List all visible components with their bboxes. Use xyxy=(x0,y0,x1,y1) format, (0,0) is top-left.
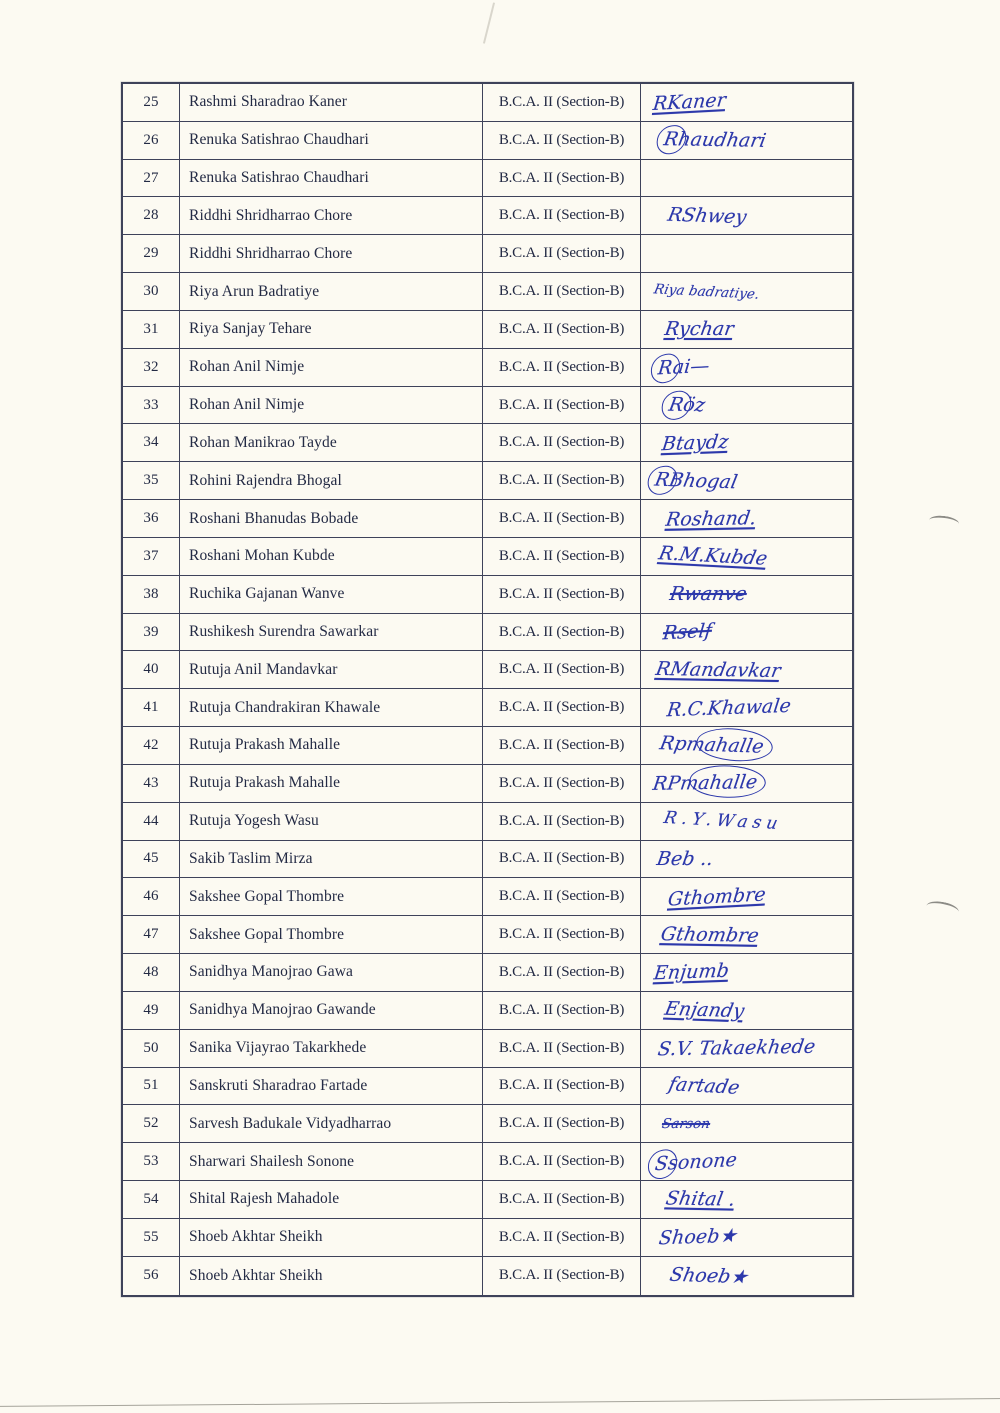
student-name-cell: Renuka Satishrao Chaudhari xyxy=(180,122,483,160)
signature-cell xyxy=(641,1219,852,1257)
course-cell: B.C.A. II (Section-B) xyxy=(483,349,641,387)
roll-number-cell: 54 xyxy=(123,1181,180,1219)
roll-number-cell: 49 xyxy=(123,992,180,1030)
course-cell: B.C.A. II (Section-B) xyxy=(483,197,641,235)
signature-cell xyxy=(641,954,852,992)
student-name-cell: Rutuja Yogesh Wasu xyxy=(180,803,483,841)
roll-number-cell: 25 xyxy=(123,84,180,122)
signature-cell xyxy=(641,651,852,689)
student-name-cell: Sharwari Shailesh Sonone xyxy=(180,1143,483,1181)
signature-ink: Rpmahalle xyxy=(657,732,766,759)
student-name-cell: Riddhi Shridharrao Chore xyxy=(180,197,483,235)
course-cell: B.C.A. II (Section-B) xyxy=(483,387,641,425)
roll-number-cell: 56 xyxy=(123,1257,180,1295)
roll-number-cell: 41 xyxy=(123,689,180,727)
signature-cell xyxy=(641,1030,852,1068)
course-cell: B.C.A. II (Section-B) xyxy=(483,651,641,689)
course-cell: B.C.A. II (Section-B) xyxy=(483,1068,641,1106)
signature-ink: Röz xyxy=(667,393,707,417)
course-cell: B.C.A. II (Section-B) xyxy=(483,160,641,198)
signature-cell xyxy=(641,689,852,727)
roll-number-cell: 43 xyxy=(123,765,180,803)
student-name-cell: Shoeb Akhtar Sheikh xyxy=(180,1219,483,1257)
course-cell: B.C.A. II (Section-B) xyxy=(483,311,641,349)
signature-cell xyxy=(641,462,852,500)
signature-cell xyxy=(641,538,852,576)
signature-cell xyxy=(641,1181,852,1219)
course-cell: B.C.A. II (Section-B) xyxy=(483,84,641,122)
student-name-cell: Rushikesh Surendra Sawarkar xyxy=(180,614,483,652)
student-name-cell: Sanidhya Manojrao Gawa xyxy=(180,954,483,992)
student-name-cell: Rashmi Sharadrao Kaner xyxy=(180,84,483,122)
signature-ink: Btaydz xyxy=(660,430,730,456)
student-name-cell: Ruchika Gajanan Wanve xyxy=(180,576,483,614)
student-name-cell: Shital Rajesh Mahadole xyxy=(180,1181,483,1219)
student-name-cell: Rohan Anil Nimje xyxy=(180,349,483,387)
signature-ink: Gthombre xyxy=(659,922,761,947)
student-name-cell: Roshani Mohan Kubde xyxy=(180,538,483,576)
roll-number-cell: 51 xyxy=(123,1068,180,1106)
signature-ink: Sarson xyxy=(660,1115,712,1132)
course-cell: B.C.A. II (Section-B) xyxy=(483,916,641,954)
signature-cell xyxy=(641,841,852,879)
signature-ink: RBhogal xyxy=(652,468,740,494)
course-cell: B.C.A. II (Section-B) xyxy=(483,765,641,803)
signature-cell xyxy=(641,1143,852,1181)
roll-number-cell: 42 xyxy=(123,727,180,765)
student-name-cell: Rutuja Prakash Mahalle xyxy=(180,727,483,765)
student-name-cell: Renuka Satishrao Chaudhari xyxy=(180,160,483,198)
signature-ink: Rself xyxy=(661,619,714,645)
roll-number-cell: 39 xyxy=(123,614,180,652)
signature-ink: Riya badratiye. xyxy=(652,280,762,303)
roll-number-cell: 45 xyxy=(123,841,180,879)
signature-ink: RPmahalle xyxy=(651,771,759,796)
roll-number-cell: 33 xyxy=(123,387,180,425)
signature-cell xyxy=(641,387,852,425)
page-edge-line xyxy=(0,1398,1000,1407)
roll-number-cell: 37 xyxy=(123,538,180,576)
course-cell: B.C.A. II (Section-B) xyxy=(483,273,641,311)
signature-cell xyxy=(641,500,852,538)
signature-ink: Beb .. xyxy=(655,847,715,870)
signature-ink: Ssonone xyxy=(653,1148,739,1175)
signature-cell xyxy=(641,992,852,1030)
roll-number-cell: 26 xyxy=(123,122,180,160)
signature-cell xyxy=(641,614,852,652)
course-cell: B.C.A. II (Section-B) xyxy=(483,576,641,614)
signature-ink: RKaner xyxy=(651,89,728,116)
signature-ink: Rychar xyxy=(663,318,736,341)
student-name-cell: Rutuja Chandrakiran Khawale xyxy=(180,689,483,727)
signature-cell xyxy=(641,1257,852,1295)
signature-ink: Shoeb★ xyxy=(657,1224,739,1250)
signature-ink: fartade xyxy=(666,1073,742,1099)
signature-cell xyxy=(641,576,852,614)
roll-number-cell: 53 xyxy=(123,1143,180,1181)
roll-number-cell: 29 xyxy=(123,235,180,273)
course-cell: B.C.A. II (Section-B) xyxy=(483,122,641,160)
signature-ink: Rwanve xyxy=(668,583,749,606)
signature-cell xyxy=(641,197,852,235)
student-name-cell: Sarvesh Badukale Vidyadharrao xyxy=(180,1105,483,1143)
course-cell: B.C.A. II (Section-B) xyxy=(483,462,641,500)
course-cell: B.C.A. II (Section-B) xyxy=(483,614,641,652)
course-cell: B.C.A. II (Section-B) xyxy=(483,954,641,992)
course-cell: B.C.A. II (Section-B) xyxy=(483,1219,641,1257)
roll-number-cell: 35 xyxy=(123,462,180,500)
signature-ink: RMandavkar xyxy=(654,657,783,682)
roll-number-cell: 46 xyxy=(123,878,180,916)
signature-cell xyxy=(641,916,852,954)
course-cell: B.C.A. II (Section-B) xyxy=(483,841,641,879)
course-cell: B.C.A. II (Section-B) xyxy=(483,689,641,727)
roll-number-cell: 52 xyxy=(123,1105,180,1143)
roll-number-cell: 48 xyxy=(123,954,180,992)
course-cell: B.C.A. II (Section-B) xyxy=(483,424,641,462)
course-cell: B.C.A. II (Section-B) xyxy=(483,878,641,916)
signature-cell xyxy=(641,235,852,273)
signature-ink: R.Y.Wasu xyxy=(661,808,785,835)
roll-number-cell: 55 xyxy=(123,1219,180,1257)
roll-number-cell: 31 xyxy=(123,311,180,349)
course-cell: B.C.A. II (Section-B) xyxy=(483,727,641,765)
signature-cell xyxy=(641,878,852,916)
roll-number-cell: 28 xyxy=(123,197,180,235)
student-name-cell: Sanika Vijayrao Takarkhede xyxy=(180,1030,483,1068)
student-name-cell: Rohini Rajendra Bhogal xyxy=(180,462,483,500)
course-cell: B.C.A. II (Section-B) xyxy=(483,1105,641,1143)
student-name-cell: Sakib Taslim Mirza xyxy=(180,841,483,879)
signature-cell xyxy=(641,424,852,462)
scan-scratch-mark xyxy=(483,2,495,43)
roll-number-cell: 50 xyxy=(123,1030,180,1068)
course-cell: B.C.A. II (Section-B) xyxy=(483,538,641,576)
student-name-cell: Rohan Anil Nimje xyxy=(180,387,483,425)
student-name-cell: Riddhi Shridharrao Chore xyxy=(180,235,483,273)
student-name-cell: Shoeb Akhtar Sheikh xyxy=(180,1257,483,1295)
student-name-cell: Sanskruti Sharadrao Fartade xyxy=(180,1068,483,1106)
signature-ink: Enjumb xyxy=(652,960,731,985)
student-name-cell: Sakshee Gopal Thombre xyxy=(180,878,483,916)
signature-cell xyxy=(641,311,852,349)
course-cell: B.C.A. II (Section-B) xyxy=(483,1030,641,1068)
roll-number-cell: 40 xyxy=(123,651,180,689)
signature-cell xyxy=(641,349,852,387)
roll-number-cell: 38 xyxy=(123,576,180,614)
signature-ink: Enjandy xyxy=(662,997,747,1023)
signature-ink: Gthombre xyxy=(666,883,767,911)
student-name-cell: Riya Arun Badratiye xyxy=(180,273,483,311)
signature-cell xyxy=(641,84,852,122)
signature-ink: Shoeb★ xyxy=(667,1263,750,1288)
course-cell: B.C.A. II (Section-B) xyxy=(483,235,641,273)
signature-ink: Rhaudhari xyxy=(662,128,768,153)
roll-number-cell: 44 xyxy=(123,803,180,841)
signature-ink: Shital . xyxy=(664,1187,738,1211)
roll-number-cell: 30 xyxy=(123,273,180,311)
pen-margin-mark xyxy=(928,514,959,530)
course-cell: B.C.A. II (Section-B) xyxy=(483,803,641,841)
signature-cell xyxy=(641,765,852,803)
signature-cell xyxy=(641,122,852,160)
signature-ink: R.C.Khawale xyxy=(665,694,793,721)
roll-number-cell: 34 xyxy=(123,424,180,462)
student-name-cell: Roshani Bhanudas Bobade xyxy=(180,500,483,538)
signature-ink: RShwey xyxy=(665,203,749,229)
student-name-cell: Rohan Manikrao Tayde xyxy=(180,424,483,462)
signature-cell xyxy=(641,1068,852,1106)
signature-ink: S.V. Takaekhede xyxy=(656,1035,817,1061)
pen-margin-mark xyxy=(925,899,960,919)
course-cell: B.C.A. II (Section-B) xyxy=(483,992,641,1030)
signature-ink: R.M.Kubde xyxy=(656,542,770,571)
signature-ink: Roshand. xyxy=(664,506,758,531)
course-cell: B.C.A. II (Section-B) xyxy=(483,1257,641,1295)
signature-cell xyxy=(641,1105,852,1143)
signature-cell xyxy=(641,803,852,841)
signature-cell xyxy=(641,160,852,198)
course-cell: B.C.A. II (Section-B) xyxy=(483,1181,641,1219)
roll-number-cell: 36 xyxy=(123,500,180,538)
signature-cell xyxy=(641,727,852,765)
student-name-cell: Riya Sanjay Tehare xyxy=(180,311,483,349)
student-name-cell: Sakshee Gopal Thombre xyxy=(180,916,483,954)
course-cell: B.C.A. II (Section-B) xyxy=(483,500,641,538)
roll-number-cell: 32 xyxy=(123,349,180,387)
student-name-cell: Rutuja Anil Mandavkar xyxy=(180,651,483,689)
signature-cell xyxy=(641,273,852,311)
student-name-cell: Rutuja Prakash Mahalle xyxy=(180,765,483,803)
roll-number-cell: 47 xyxy=(123,916,180,954)
roll-number-cell: 27 xyxy=(123,160,180,198)
student-name-cell: Sanidhya Manojrao Gawande xyxy=(180,992,483,1030)
signature-ink: Rai— xyxy=(656,354,711,380)
attendance-table xyxy=(121,82,854,1297)
course-cell: B.C.A. II (Section-B) xyxy=(483,1143,641,1181)
